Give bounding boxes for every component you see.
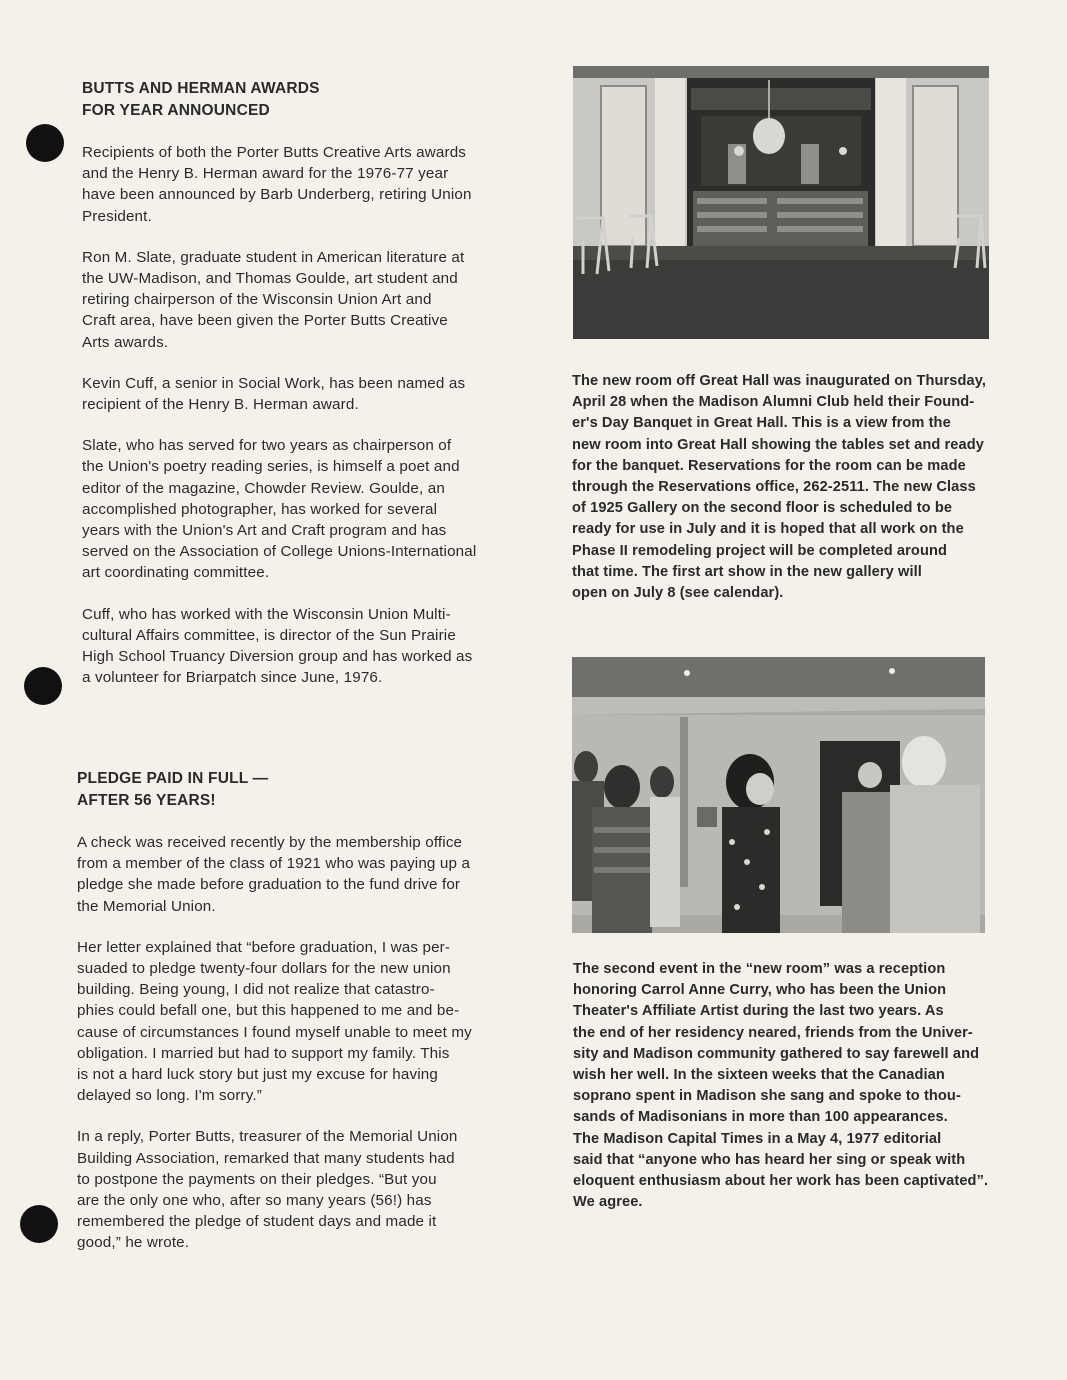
awards-paragraph-4 <box>82 435 552 583</box>
caption-line: We agree. <box>573 1194 643 1211</box>
awards-paragraph-1 <box>82 142 552 227</box>
text-line: remembered the pledge of student days and made it <box>77 1213 437 1231</box>
text-line: a volunteer for Briarpatch since June, 1976. <box>82 669 383 687</box>
text-line: A check was received recently by the membership office <box>77 834 463 851</box>
text-line: Kevin Cuff, a senior in Social Work, has been named as <box>82 374 466 392</box>
text-line: the UW-Madison, and Thomas Goulde, art student and <box>82 270 458 288</box>
text-line: to postpone the payments on their pledges. “But you <box>77 1170 437 1188</box>
text-line: cultural Affairs committee, is director of the Sun Prairie <box>82 626 456 644</box>
text-line: art coordinating committee. <box>82 564 270 582</box>
article-pledge <box>77 768 552 1254</box>
pledge-paragraph-1 <box>77 832 552 917</box>
caption-line: eloquent enthusiasm about her work has been captivated”. <box>573 1173 989 1190</box>
text-line: Building Association, remarked that many students had <box>77 1149 455 1167</box>
text-line: served on the Association of College Unions-International <box>82 543 477 561</box>
text-line: Slate, who has served for two years as chairperson of <box>82 437 452 455</box>
reception-photo-image <box>572 657 985 933</box>
binder-hole-bottom <box>20 1205 58 1243</box>
text-line: from a member of the class of 1921 who was paying up a <box>77 855 471 873</box>
headline-line: PLEDGE PAID IN FULL — <box>77 770 269 787</box>
binder-hole-top <box>26 124 64 162</box>
great-hall-photo-image <box>573 66 989 339</box>
caption-line: that time. The first art show in the new gallery will <box>572 563 922 580</box>
text-line: and the Henry B. Herman award for the 1976-77 year <box>82 165 449 183</box>
text-line: is not a hard luck story but just my excuse for having <box>77 1066 438 1084</box>
caption-line: of 1925 Gallery on the second floor is scheduled to be <box>572 500 953 517</box>
text-line: accomplished photographer, has worked for several <box>82 500 438 518</box>
text-line: the Memorial Union. <box>77 897 216 915</box>
text-line: recipient of the Henry B. Herman award. <box>82 396 359 414</box>
headline-line: AFTER 56 YEARS! <box>77 792 216 809</box>
text-line: the Union's poetry reading series, is himself a poet and <box>82 458 460 476</box>
caption-line: Phase II remodeling project will be completed around <box>572 542 947 559</box>
great-hall-caption-text <box>572 371 1042 604</box>
caption-line: open on July 8 (see calendar). <box>572 585 784 602</box>
reception-photo <box>572 657 985 933</box>
caption-line: The Madison Capital Times in a May 4, 1977 editorial <box>573 1130 942 1147</box>
text-line: Cuff, who has worked with the Wisconsin Union Multi- <box>82 605 451 623</box>
caption-line: April 28 when the Madison Alumni Club held their Found- <box>572 394 975 411</box>
article-awards <box>82 78 552 688</box>
great-hall-photo <box>573 66 989 339</box>
pledge-paragraph-3 <box>77 1126 552 1253</box>
text-line: good,” he wrote. <box>77 1234 190 1252</box>
caption-line: The new room off Great Hall was inaugurated on Thursday, <box>572 373 987 389</box>
text-line: Her letter explained that “before graduation, I was per- <box>77 938 451 956</box>
text-line: pledge she made before graduation to the fund drive for <box>77 876 461 894</box>
text-line: editor of the magazine, Chowder Review. Goulde, an <box>82 479 445 497</box>
text-line: have been announced by Barb Underberg, retiring Union <box>82 186 472 204</box>
caption-line: for the banquet. Reservations for the room can be made <box>572 457 966 474</box>
text-line: delayed so long. I'm sorry.” <box>77 1087 262 1105</box>
reception-caption <box>573 959 1043 1213</box>
text-line: suaded to pledge twenty-four dollars for the new union <box>77 960 451 978</box>
pledge-paragraph-2 <box>77 937 552 1107</box>
caption-line: sity and Madison community gathered to say farewell and <box>573 1045 980 1062</box>
great-hall-caption <box>572 371 1042 604</box>
text-line: years with the Union's Art and Craft program and has <box>82 522 447 540</box>
text-line: Recipients of both the Porter Butts Creative Arts awards <box>82 144 467 161</box>
article-pledge-headline <box>77 768 552 812</box>
text-line: High School Truancy Diversion group and has worked as <box>82 648 473 666</box>
text-line: cause of circumstances I found myself unable to meet my <box>77 1023 472 1041</box>
headline-line: FOR YEAR ANNOUNCED <box>82 102 270 119</box>
caption-line: Theater's Affiliate Artist during the last two years. As <box>573 1003 944 1020</box>
caption-line: soprano spent in Madison she sang and spoke to thou- <box>573 1088 961 1105</box>
text-line: obligation. I married but had to support my family. This <box>77 1044 450 1062</box>
text-line: President. <box>82 207 152 225</box>
text-line: are the only one who, after so many years (56!) has <box>77 1192 432 1210</box>
caption-line: said that “anyone who has heard her sing or speak with <box>573 1151 966 1168</box>
caption-line: ready for use in July and it is hoped that all work on the <box>572 521 964 538</box>
awards-paragraph-5 <box>82 604 552 689</box>
headline-line: BUTTS AND HERMAN AWARDS <box>82 80 320 97</box>
text-line: building. Being young, I did not realize that catastro- <box>77 981 435 999</box>
caption-line: through the Reservations office, 262-2511. The new Class <box>572 479 976 496</box>
awards-paragraph-2 <box>82 247 552 353</box>
caption-line: er's Day Banquet in Great Hall. This is a view from the <box>572 415 951 432</box>
caption-line: wish her well. In the sixteen weeks that the Canadian <box>573 1067 945 1084</box>
text-line: Craft area, have been given the Porter Butts Creative <box>82 312 448 330</box>
reception-caption-text <box>573 959 1043 1213</box>
awards-paragraph-3 <box>82 373 552 415</box>
caption-line: The second event in the “new room” was a reception <box>573 961 946 977</box>
article-awards-headline <box>82 78 552 122</box>
text-line: Ron M. Slate, graduate student in American literature at <box>82 248 465 266</box>
caption-line: new room into Great Hall showing the tables set and ready <box>572 436 984 453</box>
text-line: Arts awards. <box>82 333 169 351</box>
binder-hole-middle <box>24 667 62 705</box>
text-line: phies could befall one, but this happened to me and be- <box>77 1002 460 1020</box>
text-line: retiring chairperson of the Wisconsin Union Art and <box>82 291 432 309</box>
text-line: In a reply, Porter Butts, treasurer of the Memorial Union <box>77 1128 458 1146</box>
caption-line: sands of Madisonians in more than 100 appearances. <box>573 1109 948 1126</box>
caption-line: the end of her residency neared, friends from the Univer- <box>573 1024 973 1041</box>
caption-line: honoring Carrol Anne Curry, who has been the Union <box>573 982 947 999</box>
